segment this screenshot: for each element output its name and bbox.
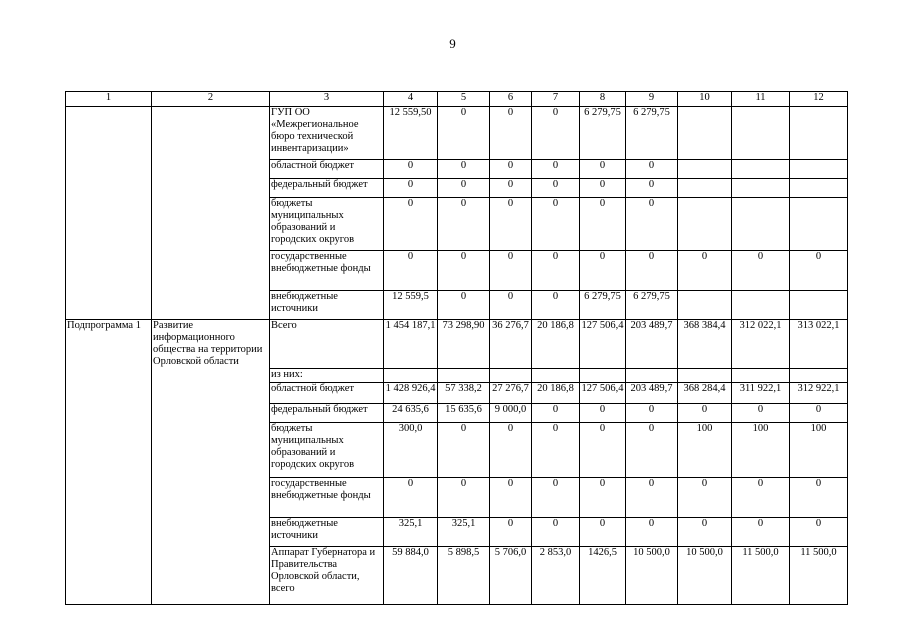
table-row <box>66 382 848 403</box>
value-cell: 0 <box>626 477 678 517</box>
table-row <box>66 403 848 422</box>
value-cell <box>790 291 848 320</box>
table-row <box>66 160 848 179</box>
value-cell <box>732 368 790 382</box>
funding-source-cell: Всего <box>270 320 384 369</box>
program-cell <box>66 382 152 403</box>
value-cell: 203 489,7 <box>626 382 678 403</box>
value-cell: 0 <box>790 403 848 422</box>
program-cell <box>66 251 152 291</box>
value-cell: 6 279,75 <box>626 107 678 160</box>
value-cell: 100 <box>790 422 848 477</box>
value-cell: 0 <box>532 291 580 320</box>
value-cell <box>790 107 848 160</box>
value-cell: 57 338,2 <box>438 382 490 403</box>
value-cell: 0 <box>678 403 732 422</box>
program-cell <box>66 291 152 320</box>
program-cell <box>66 477 152 517</box>
value-cell <box>490 368 532 382</box>
value-cell: 300,0 <box>384 422 438 477</box>
value-cell: 0 <box>532 477 580 517</box>
value-cell: 0 <box>490 291 532 320</box>
value-cell: 59 884,0 <box>384 546 438 604</box>
value-cell: 11 500,0 <box>790 546 848 604</box>
table-body <box>66 107 848 605</box>
header-cell: 3 <box>270 92 384 107</box>
value-cell: 0 <box>438 422 490 477</box>
value-cell <box>732 179 790 198</box>
value-cell: 0 <box>532 198 580 251</box>
value-cell <box>626 368 678 382</box>
value-cell: 0 <box>490 198 532 251</box>
value-cell: 368 284,4 <box>678 382 732 403</box>
header-cell: 9 <box>626 92 678 107</box>
funding-source-cell: бюджеты муниципальных образований и городских округов <box>270 198 384 251</box>
funding-source-cell: государственные внебюджетные фонды <box>270 251 384 291</box>
header-cell: 1 <box>66 92 152 107</box>
value-cell: 0 <box>580 477 626 517</box>
header-cell: 7 <box>532 92 580 107</box>
header-cell: 11 <box>732 92 790 107</box>
value-cell: 0 <box>490 179 532 198</box>
program-cell <box>66 198 152 251</box>
value-cell: 0 <box>438 107 490 160</box>
value-cell: 312 022,1 <box>732 320 790 369</box>
value-cell: 20 186,8 <box>532 382 580 403</box>
header-cell: 10 <box>678 92 732 107</box>
value-cell: 0 <box>626 179 678 198</box>
value-cell: 0 <box>438 477 490 517</box>
program-title-cell: Развитие информационного общества на территории Орловской области <box>152 320 270 369</box>
value-cell: 0 <box>438 179 490 198</box>
table-row <box>66 546 848 604</box>
value-cell: 6 279,75 <box>626 291 678 320</box>
value-cell: 0 <box>626 251 678 291</box>
program-cell <box>66 179 152 198</box>
program-title-cell <box>152 368 270 382</box>
value-cell: 0 <box>532 403 580 422</box>
value-cell: 100 <box>732 422 790 477</box>
value-cell <box>790 179 848 198</box>
value-cell: 0 <box>532 107 580 160</box>
value-cell: 12 559,50 <box>384 107 438 160</box>
value-cell: 0 <box>532 517 580 546</box>
value-cell: 0 <box>626 517 678 546</box>
program-title-cell <box>152 382 270 403</box>
value-cell: 311 922,1 <box>732 382 790 403</box>
program-cell <box>66 403 152 422</box>
value-cell: 1 428 926,4 <box>384 382 438 403</box>
program-title-cell <box>152 179 270 198</box>
header-cell: 6 <box>490 92 532 107</box>
value-cell: 325,1 <box>438 517 490 546</box>
value-cell <box>732 291 790 320</box>
program-title-cell <box>152 251 270 291</box>
value-cell: 0 <box>790 477 848 517</box>
funding-source-cell: Аппарат Губернатора и Правительства Орловской области, всего <box>270 546 384 604</box>
value-cell: 313 022,1 <box>790 320 848 369</box>
funding-source-cell: внебюджетные источники <box>270 517 384 546</box>
funding-source-cell: внебюджетные источники <box>270 291 384 320</box>
table-row <box>66 198 848 251</box>
value-cell: 0 <box>626 403 678 422</box>
value-cell: 0 <box>732 403 790 422</box>
value-cell <box>678 160 732 179</box>
value-cell: 9 000,0 <box>490 403 532 422</box>
value-cell <box>790 198 848 251</box>
header-cell: 12 <box>790 92 848 107</box>
value-cell: 5 898,5 <box>438 546 490 604</box>
value-cell <box>580 368 626 382</box>
value-cell: 0 <box>438 291 490 320</box>
value-cell: 0 <box>678 251 732 291</box>
value-cell: 0 <box>626 160 678 179</box>
header-row <box>66 92 848 107</box>
program-title-cell <box>152 160 270 179</box>
value-cell <box>678 198 732 251</box>
value-cell: 0 <box>732 517 790 546</box>
value-cell <box>790 368 848 382</box>
value-cell: 0 <box>490 422 532 477</box>
program-title-cell <box>152 291 270 320</box>
value-cell: 0 <box>532 251 580 291</box>
program-title-cell <box>152 107 270 160</box>
table-row <box>66 251 848 291</box>
value-cell: 0 <box>580 403 626 422</box>
value-cell <box>732 160 790 179</box>
funding-source-cell: областной бюджет <box>270 160 384 179</box>
value-cell: 10 500,0 <box>678 546 732 604</box>
value-cell: 0 <box>490 477 532 517</box>
table-row <box>66 517 848 546</box>
value-cell: 0 <box>580 422 626 477</box>
value-cell: 368 384,4 <box>678 320 732 369</box>
value-cell <box>532 368 580 382</box>
value-cell: 0 <box>580 160 626 179</box>
table-row <box>66 477 848 517</box>
header-cell: 2 <box>152 92 270 107</box>
value-cell: 2 853,0 <box>532 546 580 604</box>
value-cell: 0 <box>384 160 438 179</box>
value-cell: 127 506,4 <box>580 320 626 369</box>
funding-source-cell: государственные внебюджетные фонды <box>270 477 384 517</box>
value-cell: 0 <box>384 477 438 517</box>
value-cell: 1426,5 <box>580 546 626 604</box>
value-cell: 203 489,7 <box>626 320 678 369</box>
value-cell: 6 279,75 <box>580 291 626 320</box>
value-cell: 0 <box>678 517 732 546</box>
value-cell: 0 <box>532 422 580 477</box>
value-cell: 0 <box>626 198 678 251</box>
value-cell: 127 506,4 <box>580 382 626 403</box>
value-cell: 100 <box>678 422 732 477</box>
funding-source-cell: из них: <box>270 368 384 382</box>
value-cell: 0 <box>732 251 790 291</box>
value-cell: 36 276,7 <box>490 320 532 369</box>
table-row <box>66 179 848 198</box>
value-cell: 0 <box>790 251 848 291</box>
value-cell <box>678 291 732 320</box>
table-row <box>66 107 848 160</box>
funding-source-cell: федеральный бюджет <box>270 403 384 422</box>
value-cell: 0 <box>732 477 790 517</box>
value-cell: 1 454 187,1 <box>384 320 438 369</box>
funding-source-cell: бюджеты муниципальных образований и городских округов <box>270 422 384 477</box>
program-title-cell <box>152 517 270 546</box>
value-cell: 0 <box>580 198 626 251</box>
program-cell <box>66 422 152 477</box>
value-cell: 325,1 <box>384 517 438 546</box>
value-cell: 24 635,6 <box>384 403 438 422</box>
value-cell: 0 <box>490 517 532 546</box>
value-cell: 312 922,1 <box>790 382 848 403</box>
value-cell: 27 276,7 <box>490 382 532 403</box>
value-cell <box>678 368 732 382</box>
value-cell: 0 <box>384 198 438 251</box>
value-cell: 11 500,0 <box>732 546 790 604</box>
program-cell <box>66 160 152 179</box>
value-cell <box>438 368 490 382</box>
program-cell <box>66 368 152 382</box>
value-cell: 20 186,8 <box>532 320 580 369</box>
budget-table <box>65 91 848 605</box>
program-title-cell <box>152 477 270 517</box>
program-cell <box>66 517 152 546</box>
value-cell: 0 <box>438 160 490 179</box>
program-title-cell <box>152 198 270 251</box>
header-cell: 8 <box>580 92 626 107</box>
value-cell: 5 706,0 <box>490 546 532 604</box>
header-cell: 5 <box>438 92 490 107</box>
funding-source-cell: областной бюджет <box>270 382 384 403</box>
value-cell: 0 <box>384 251 438 291</box>
value-cell <box>732 107 790 160</box>
value-cell <box>384 368 438 382</box>
program-cell <box>66 107 152 160</box>
value-cell: 0 <box>490 107 532 160</box>
value-cell: 0 <box>384 179 438 198</box>
value-cell: 0 <box>580 251 626 291</box>
value-cell: 12 559,5 <box>384 291 438 320</box>
table-row <box>66 291 848 320</box>
program-title-cell <box>152 403 270 422</box>
value-cell: 0 <box>438 251 490 291</box>
value-cell: 0 <box>580 517 626 546</box>
program-cell: Подпрограмма 1 <box>66 320 152 369</box>
program-title-cell <box>152 546 270 604</box>
program-title-cell <box>152 422 270 477</box>
value-cell: 0 <box>580 179 626 198</box>
value-cell: 0 <box>790 517 848 546</box>
value-cell: 73 298,90 <box>438 320 490 369</box>
program-cell <box>66 546 152 604</box>
value-cell: 0 <box>438 198 490 251</box>
value-cell <box>790 160 848 179</box>
table-row <box>66 368 848 382</box>
value-cell: 0 <box>678 477 732 517</box>
value-cell <box>732 198 790 251</box>
value-cell: 10 500,0 <box>626 546 678 604</box>
value-cell: 0 <box>532 160 580 179</box>
value-cell: 0 <box>490 160 532 179</box>
value-cell: 0 <box>490 251 532 291</box>
table-row <box>66 422 848 477</box>
value-cell <box>678 107 732 160</box>
value-cell: 15 635,6 <box>438 403 490 422</box>
header-cell: 4 <box>384 92 438 107</box>
page-number: 9 <box>449 36 456 51</box>
funding-source-cell: федеральный бюджет <box>270 179 384 198</box>
value-cell: 0 <box>532 179 580 198</box>
value-cell: 6 279,75 <box>580 107 626 160</box>
table-row <box>66 320 848 369</box>
value-cell <box>678 179 732 198</box>
funding-source-cell: ГУП ОО «Межрегиональное бюро технической инвентаризации» <box>270 107 384 160</box>
value-cell: 0 <box>626 422 678 477</box>
